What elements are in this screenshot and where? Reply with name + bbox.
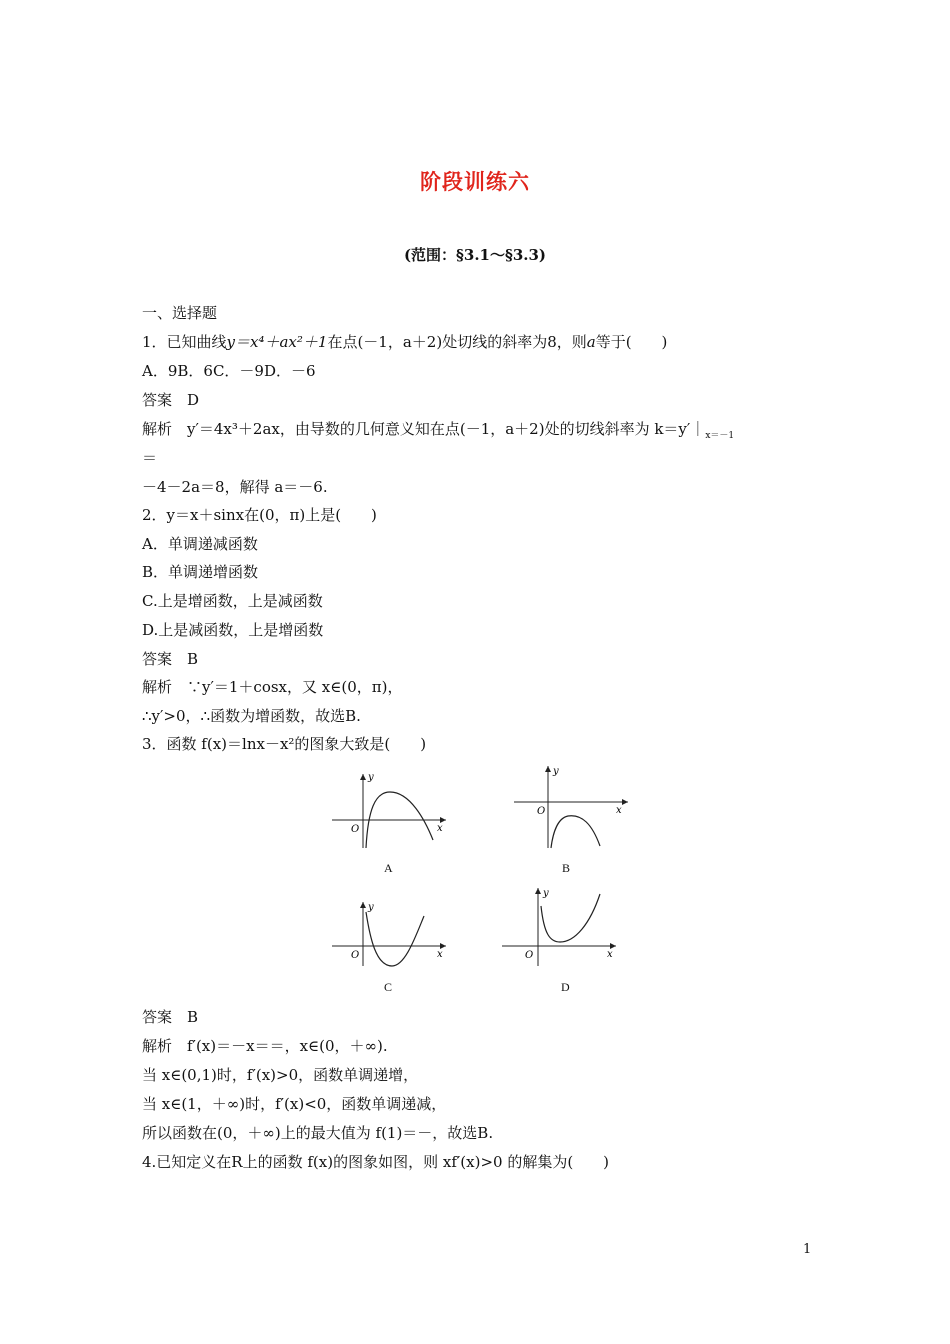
q3-answer: 答案 B	[142, 1008, 199, 1026]
q2-analysis-cont: ∴y′>0，∴函数为增函数，故选B.	[142, 707, 361, 725]
graph-b	[512, 762, 632, 852]
graph-d-x-label: x	[607, 949, 613, 960]
q2-option-c: C.上是增函数，上是减函数	[142, 592, 323, 610]
page-number: 1	[803, 1242, 812, 1257]
q1-analysis-cont: ＝	[142, 449, 158, 467]
graph-c-y-label: y	[368, 902, 374, 913]
q2-stem: 2．y＝x＋sinx在(0，π)上是( )	[142, 506, 377, 524]
q3-analysis-decreasing: 当 x∈(1，＋∞)时，f′(x)<0，函数单调递减，	[142, 1095, 447, 1113]
graph-a-origin: O	[351, 824, 360, 835]
q1-options: A．9B．6C．－9D．－6	[142, 362, 316, 380]
graph-c	[330, 898, 450, 968]
q2-option-d: D.上是减函数，上是增函数	[142, 621, 324, 639]
graph-c-caption: C	[384, 980, 393, 994]
graph-d-y-label: y	[543, 888, 549, 899]
q1-answer: 答案 D	[142, 391, 200, 409]
q1-analysis: 解析 y′＝4x³＋2ax，由导数的几何意义知在点(－1，a＋2)处的切线斜率为 $k=y'|_{x=-1}$	[142, 420, 735, 441]
graph-d-origin: O	[525, 950, 534, 961]
graph-d-caption: D	[561, 980, 570, 994]
graph-c-origin: O	[351, 950, 360, 961]
graph-d	[500, 884, 620, 968]
page-title: 阶段训练六	[420, 170, 530, 194]
q2-answer: 答案 B	[142, 650, 199, 668]
graph-b-x-label: x	[616, 805, 622, 816]
graph-c-x-label: x	[437, 949, 443, 960]
graph-a-x-label: x	[437, 823, 443, 834]
q1-stem: 1．已知曲线y＝x⁴＋ax²＋1在点(－1，a＋2)处切线的斜率为8，则a等于( )	[142, 333, 668, 351]
q2-option-b: B．单调递增函数	[142, 563, 259, 581]
section-heading: 一、选择题	[142, 304, 218, 322]
q2-analysis: 解析 ∵y′＝1＋cosx，又 x∈(0，π)，	[142, 678, 403, 696]
graph-b-origin: O	[537, 806, 546, 817]
q3-analysis-conclusion: 所以函数在(0，＋∞)上的最大值为 f(1)＝－，故选B.	[142, 1124, 494, 1142]
q3-analysis-increasing: 当 x∈(0,1)时，f′(x)>0，函数单调递增，	[142, 1066, 419, 1084]
scope-subtitle: (范围：§3.1～§3.3)	[403, 246, 547, 264]
q2-option-a: A．单调递减函数	[142, 535, 258, 553]
graph-a	[330, 770, 450, 850]
q4-stem: 4.已知定义在R上的函数 f(x)的图象如图，则 xf′(x)>0 的解集为( )	[142, 1153, 610, 1171]
graph-b-y-label: y	[553, 766, 559, 777]
q3-stem: 3．函数 f(x)＝lnx－x²的图象大致是( )	[142, 735, 427, 753]
q3-analysis: 解析 f′(x)＝－x＝＝，x∈(0，＋∞).	[142, 1037, 388, 1055]
graph-a-caption: A	[384, 861, 393, 875]
graph-b-caption: B	[562, 861, 571, 875]
q1-analysis-result: －4－2a＝8，解得 a＝－6.	[142, 478, 328, 496]
graph-a-y-label: y	[368, 772, 374, 783]
